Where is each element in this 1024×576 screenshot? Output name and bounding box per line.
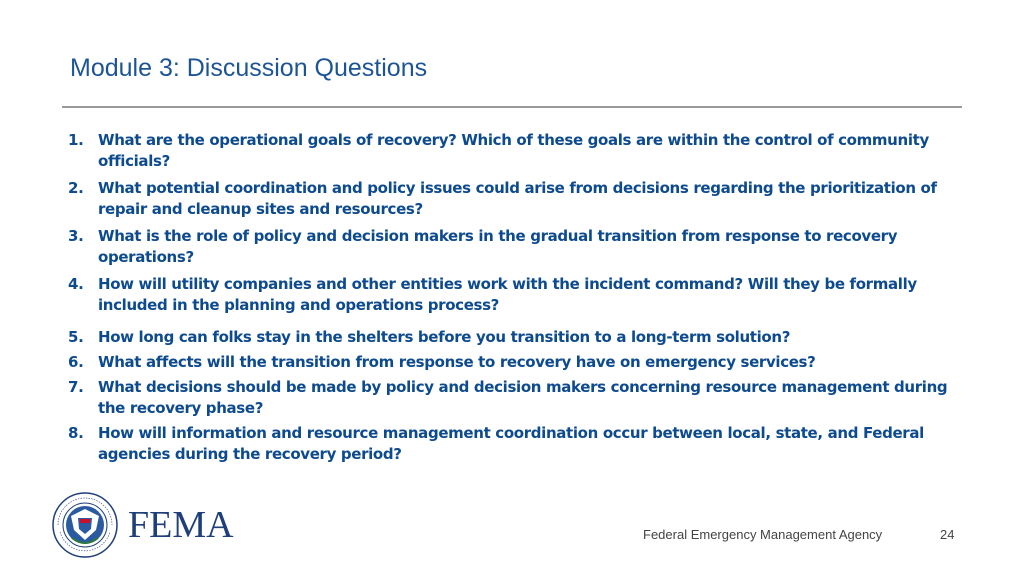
question-number: 4. bbox=[68, 275, 84, 293]
list-item bbox=[68, 226, 948, 268]
list-item bbox=[68, 178, 948, 220]
fema-logo: FEMA bbox=[128, 504, 234, 546]
list-item bbox=[68, 423, 948, 465]
list-item bbox=[68, 130, 948, 172]
question-text: What affects will the transition from response to recovery have on emergency services? bbox=[98, 353, 816, 371]
question-text: How will utility companies and other entities work with the incident command? Will they be formally included in the planning and operations process? bbox=[98, 275, 917, 314]
footer-agency-name: Federal Emergency Management Agency bbox=[643, 527, 883, 542]
question-text: How long can folks stay in the shelters before you transition to a long-term solution? bbox=[98, 328, 791, 346]
question-text: What are the operational goals of recovery? Which of these goals are within the control of community officials? bbox=[98, 131, 929, 170]
question-number: 3. bbox=[68, 227, 84, 245]
list-item bbox=[68, 377, 948, 419]
question-text: How will information and resource management coordination occur between local, state, and Federal agencies during the recovery period? bbox=[98, 424, 924, 463]
page-number: 24 bbox=[940, 527, 955, 542]
dhs-seal-icon bbox=[52, 492, 118, 558]
question-text: What potential coordination and policy issues could arise from decisions regarding the prioritization of repair and cleanup sites and resources? bbox=[98, 179, 937, 218]
question-number: 7. bbox=[68, 378, 84, 396]
question-list bbox=[68, 130, 948, 469]
list-item bbox=[68, 327, 948, 348]
question-number: 6. bbox=[68, 353, 84, 371]
question-text: What is the role of policy and decision makers in the gradual transition from response to recovery operations? bbox=[98, 227, 898, 266]
question-text: What decisions should be made by policy and decision makers concerning resource management during the recovery phase? bbox=[98, 378, 948, 417]
page-title: Module 3: Discussion Questions bbox=[70, 54, 428, 82]
question-number: 8. bbox=[68, 424, 84, 442]
list-item bbox=[68, 352, 948, 373]
question-number: 5. bbox=[68, 328, 84, 346]
question-number: 2. bbox=[68, 179, 84, 197]
question-number: 1. bbox=[68, 131, 84, 149]
list-item bbox=[68, 274, 948, 316]
title-divider bbox=[62, 106, 962, 108]
